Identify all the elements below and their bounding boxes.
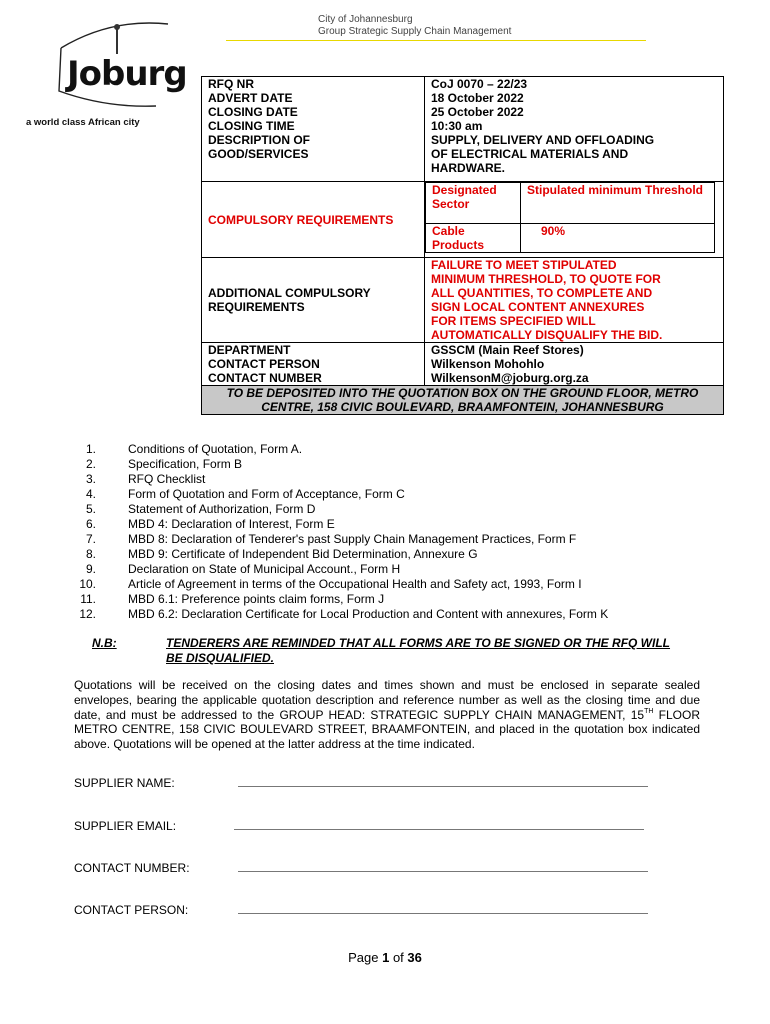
required-forms-list (76, 442, 716, 622)
list-item: 1. Conditions of Quotation, Form A. (85, 442, 303, 456)
closing-date-label: CLOSING DATE (208, 105, 298, 119)
closing-date-value: 25 October 2022 (431, 105, 524, 119)
table-row (202, 386, 724, 415)
list-item: 10. Article of Agreement in terms of the Occupational Health and Safety act, 1993, Form I (79, 577, 582, 591)
supplier-name-line[interactable] (238, 786, 648, 787)
closing-time-label: CLOSING TIME (208, 119, 295, 133)
header-rule (226, 40, 646, 41)
supplier-email-label: SUPPLIER EMAIL: (74, 819, 177, 833)
list-item: 5. Statement of Authorization, Form D (85, 502, 316, 516)
submission-instructions: Quotations will be received on the closing dates and times shown and must be enclosed in separate sealed envelopes, bearing the applicable quotation description and reference number as well as the closing time and due date, and must be addressed to the GROUP HEAD: STRATEGIC SUPPLY CHAIN MANAGEMENT, 15TH FLOOR METRO CENTRE, 158 CIVIC BOULEVARD STREET, BRAAMFONTEIN, and placed in the quotation box indicated above. Quotations will be opened at the latter address at the time indicated. (74, 678, 700, 752)
list-item: 9. Declaration on State of Municipal Account., Form H (85, 562, 401, 576)
logo-tagline: a world class African city (26, 117, 140, 128)
compulsory-requirements-label: COMPULSORY REQUIREMENTS (202, 182, 425, 258)
logo-wordmark: Joburg (67, 54, 187, 94)
contact-person-line[interactable] (238, 913, 648, 914)
header-city: City of Johannesburg (318, 14, 413, 25)
list-item: 2. Specification, Form B (85, 457, 243, 471)
list-item: 12. MBD 6.2: Declaration Certificate for Local Production and Content with annexures, Form K (79, 607, 609, 621)
contact-person-label: CONTACT PERSON (208, 357, 320, 371)
list-item: 4. Form of Quotation and Form of Acceptance, Form C (85, 487, 405, 501)
threshold-cell: 90% (521, 224, 715, 253)
list-item: 8. MBD 9: Certificate of Independent Bid Determination, Annexure G (85, 547, 478, 561)
department-label: DEPARTMENT (208, 343, 291, 357)
list-item: 7. MBD 8: Declaration of Tenderer's past Supply Chain Management Practices, Form F (85, 532, 577, 546)
designated-sector-header: Designated Sector (426, 183, 521, 224)
supplier-email-field[interactable] (74, 819, 176, 833)
nb-text: TENDERERS ARE REMINDED THAT ALL FORMS ARE TO BE SIGNED OR THE RFQ WILL BE DISQUALIFIED. (166, 636, 671, 665)
document-header (318, 14, 511, 38)
contact-person-label: CONTACT PERSON: (74, 903, 189, 917)
contact-number-label: CONTACT NUMBER (208, 371, 322, 385)
supplier-name-field[interactable] (74, 776, 175, 790)
advert-date-value: 18 October 2022 (431, 91, 524, 105)
table-row (202, 343, 724, 386)
table-row (426, 224, 715, 253)
contact-number-line[interactable] (238, 871, 648, 872)
advert-date-label: ADVERT DATE (208, 91, 293, 105)
contact-number-field[interactable] (74, 861, 190, 875)
supplier-name-label: SUPPLIER NAME: (74, 776, 175, 790)
list-item: 6. MBD 4: Declaration of Interest, Form E (85, 517, 335, 531)
contact-email-value: WilkensonM@joburg.org.za (431, 371, 589, 385)
contact-person-field[interactable] (74, 903, 188, 917)
deposit-instructions: TO BE DEPOSITED INTO THE QUOTATION BOX ON THE GROUND FLOOR, METRO CENTRE, 158 CIVIC BOULEVARD, BRAAMFONTEIN, JOHANNESBURG (202, 386, 724, 415)
threshold-header: Stipulated minimum Threshold (521, 183, 715, 224)
additional-requirements-label: ADDITIONAL COMPULSORY REQUIREMENTS (208, 286, 371, 314)
joburg-logo (26, 16, 188, 136)
nb-label: N.B: (92, 636, 117, 650)
table-row (202, 182, 724, 258)
rfq-nr-value: CoJ 0070 – 22/23 (431, 77, 528, 91)
table-row (202, 77, 724, 182)
supplier-email-line[interactable] (234, 829, 644, 830)
threshold-table (425, 182, 715, 253)
table-row (202, 258, 724, 343)
list-item: 3. RFQ Checklist (85, 472, 206, 486)
closing-time-value: 10:30 am (431, 119, 483, 133)
rfq-nr-label: RFQ NR (208, 77, 254, 91)
rfq-details-table (201, 76, 724, 415)
additional-requirements-value: FAILURE TO MEET STIPULATED MINIMUM THRESHOLD, TO QUOTE FOR ALL QUANTITIES, TO COMPLETE AND SIGN LOCAL CONTENT ANNEXURES FOR ITEMS SPECIFIED WILL AUTOMATICALLY DISQUALIFY THE BID. (425, 258, 724, 343)
list-item: 11. MBD 6.1: Preference points claim forms, Form J (80, 592, 385, 606)
sector-cell: Cable Products (426, 224, 521, 253)
table-row (426, 183, 715, 224)
description-label: DESCRIPTION OF GOOD/SERVICES (208, 133, 311, 161)
department-value: GSSCM (Main Reef Stores) (431, 343, 584, 357)
contact-person-value: Wilkenson Mohohlo (431, 357, 545, 371)
page-number: Page 1 of 36 (348, 950, 422, 965)
contact-number-label: CONTACT NUMBER: (74, 861, 190, 875)
header-department: Group Strategic Supply Chain Management (318, 26, 512, 37)
description-value: SUPPLY, DELIVERY AND OFFLOADING OF ELECTRICAL MATERIALS AND HARDWARE. (431, 133, 655, 175)
